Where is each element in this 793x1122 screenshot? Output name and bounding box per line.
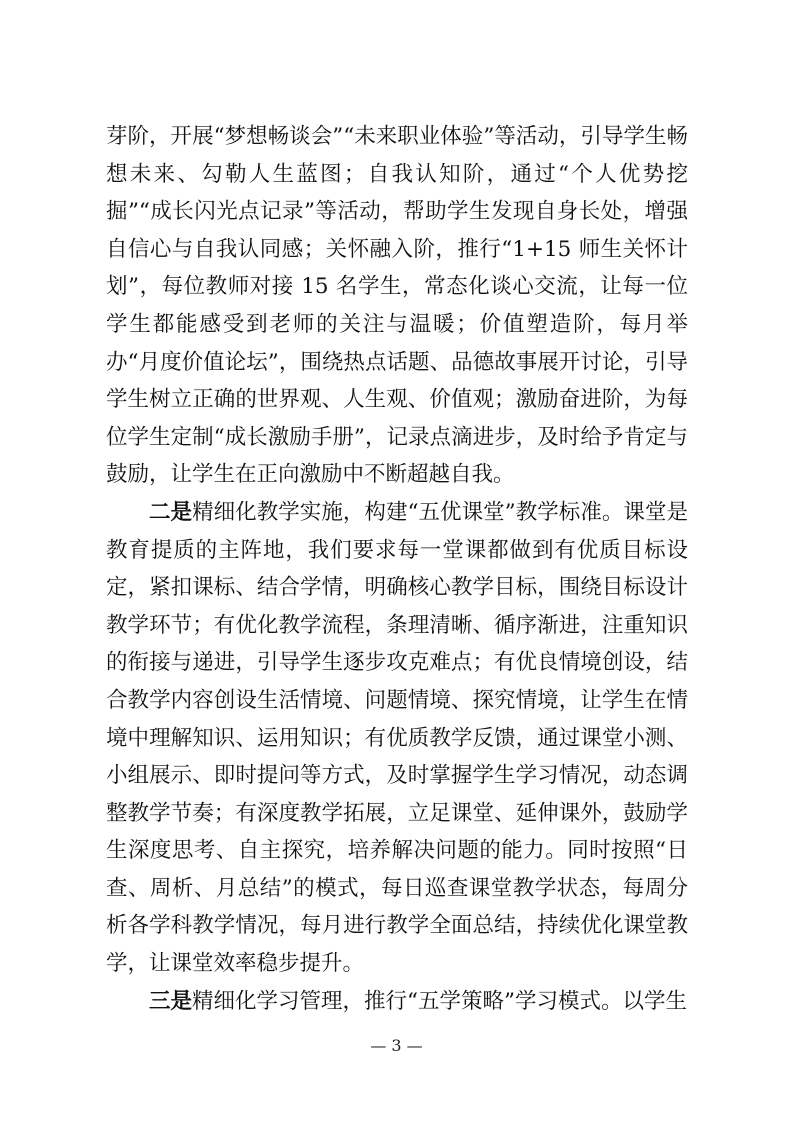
paragraph-2-lead: 二是 [149,499,193,525]
paragraph-1 [106,118,688,494]
paragraph-3-lead: 三是 [149,988,193,1014]
paragraph-2 [106,494,688,983]
paragraph-1-text: 芽阶，开展“梦想畅谈会”“未来职业体验”等活动，引导学生畅想未来、勾勒人生蓝图；自我认知阶，通过“个人优势挖掘”“成长闪光点记录”等活动，帮助学生发现自身长处，增强自信心与自我认同感；关怀融入阶，推行“1+15 师生关怀计划”，每位教师对接 15 名学生，常态化谈心交流，让每一位学生都能感受到老师的关注与温暖；价值塑造阶，每月举办“月度价值论坛”，围绕热点话题、品德故事展开讨论，引导学生树立正确的世界观、人生观、价值观；激励奋进阶，为每位学生定制“成长激励手册”，记录点滴进步，及时给予肯定与鼓励，让学生在正向激励中不断超越自我。 [106,124,688,488]
page-number: — 3 — [370,1036,423,1055]
paragraph-3-text: 精细化学习管理，推行“五学策略”学习模式。以学生 [192,988,688,1014]
paragraph-3 [106,983,688,1021]
paragraph-2-text: 精细化教学实施，构建“五优课堂”教学标准。课堂是教育提质的主阵地，我们要求每一堂课都做到有优质目标设定，紧扣课标、结合学情，明确核心教学目标，围绕目标设计教学环节；有优化教学流程，条理清晰、循序渐进，注重知识的衔接与递进，引导学生逐步攻克难点；有优良情境创设，结合教学内容创设生活情境、问题情境、探究情境，让学生在情境中理解知识、运用知识；有优质教学反馈，通过课堂小测、小组展示、即时提问等方式，及时掌握学生学习情况，动态调整教学节奏；有深度教学拓展，立足课堂、延伸课外，鼓励学生深度思考、自主探究，培养解决问题的能力。同时按照“日查、周析、月总结”的模式，每日巡查课堂教学状态，每周分析各学科教学情况，每月进行教学全面总结，持续优化课堂教学，让课堂效率稳步提升。 [106,499,688,977]
body-text [106,118,688,1020]
